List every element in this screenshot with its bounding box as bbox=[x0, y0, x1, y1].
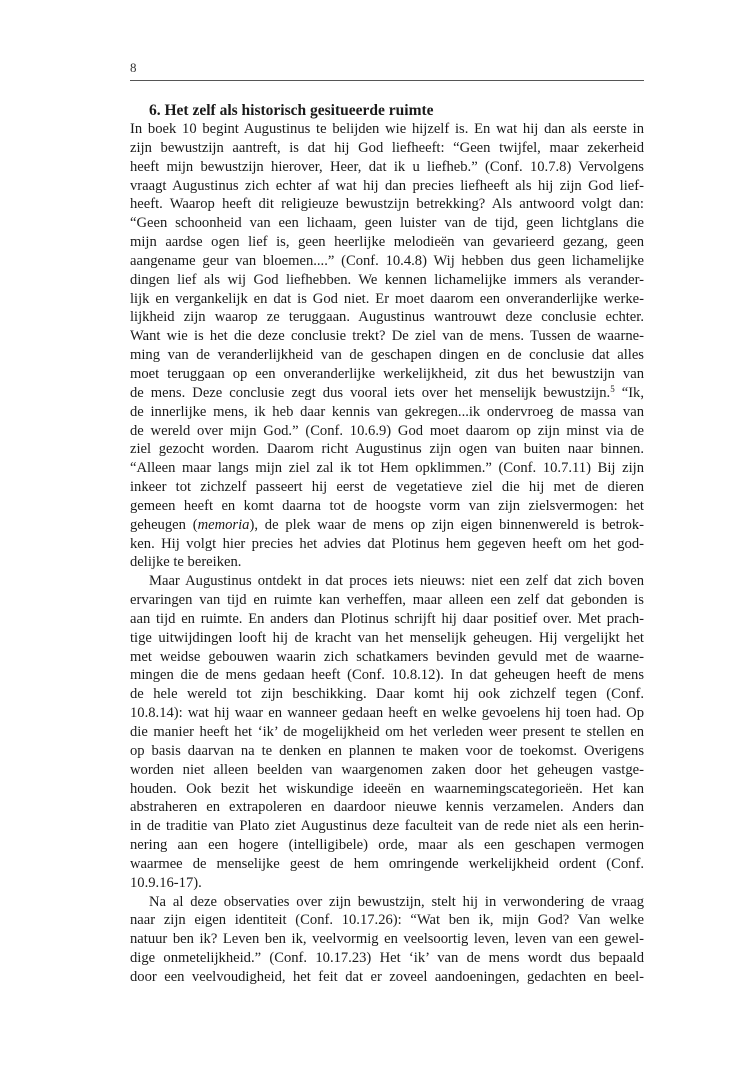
text-line: delijke te bereiken. bbox=[130, 554, 242, 571]
text-line: waarmee de menselijke geest de hem omringende werkelijkheid ordent (Conf. bbox=[130, 855, 644, 872]
text-line: Want wie is het die deze conclusie trekt? De ziel van de mens. Tussen de waarne- bbox=[130, 328, 644, 345]
text-line: worden niet alleen beelden van waargenomen zaken door het geheugen vastge- bbox=[130, 761, 644, 778]
text-line: door een veelvoudigheid, het feit dat er zoveel aandoeningen, gedachten en beel- bbox=[130, 968, 644, 985]
page-number: 8 bbox=[130, 60, 137, 75]
text-line: dige onmetelijkheid.” (Conf. 10.17.23) Het ‘ik’ van de mens wordt dus bepaald bbox=[130, 950, 644, 967]
text-segment: “Ik, bbox=[614, 384, 645, 401]
text-line: In boek 10 begint Augustinus te belijden wie hijzelf is. En wat hij dan als eerste in bbox=[130, 121, 644, 137]
text-line: natuur ben ik? Leven ben ik, veelvormig en veelsoortig leven, leven van een gewel- bbox=[130, 931, 644, 948]
text-line: die manier heeft het ‘ik’ de mogelijkheid om het verleden weer present te stellen en bbox=[130, 724, 644, 740]
text-line: “Alleen maar langs mijn ziel zal ik tot Hem opklimmen.” (Conf. 10.7.11) Bij zijn bbox=[130, 460, 644, 477]
text-line: de innerlijke mens, ik heb daar kennis van gekregen...ik ondervroeg de massa van bbox=[130, 403, 644, 420]
text-line: ziel gezocht worden. Daarom richt Augustinus zijn ogen van buiten naar binnen. bbox=[130, 441, 644, 458]
text-line: inkeer tot zichzelf passeert hij eerst de vegetatieve ziel die hij met de dieren bbox=[130, 479, 644, 496]
italic-term: memoria bbox=[197, 516, 250, 533]
text-line: ming van de veranderlijkheid van de geschapen dingen en de conclusie dat alles bbox=[130, 347, 644, 364]
text-line: de wereld over mijn God.” (Conf. 10.6.9) God moet daarom op zijn minst via de bbox=[130, 422, 644, 439]
text-segment: geheugen ( bbox=[130, 516, 198, 533]
text-segment: de mens. Deze conclusie zegt dus vooral iets over het menselijk bewustzijn. bbox=[130, 384, 611, 401]
text-line: met weidse gebouwen waarin zich schatkamers bevinden gevuld met de waarne- bbox=[130, 648, 644, 665]
text-line: naar zijn eigen identiteit (Conf. 10.17.26): “Wat ben ik, mijn God? Van welke bbox=[130, 912, 644, 929]
section-heading: 6. Het zelf als historisch gesitueerde ruimte bbox=[149, 102, 434, 119]
text-line: aan tijd en ruimte. En anders dan Plotinus schrijft hij daar positief over. Met prach- bbox=[130, 610, 644, 627]
text-segment: ), de plek waar de mens op zijn eigen binnenwereld is betrok- bbox=[249, 516, 644, 533]
text-line-with-italic bbox=[130, 516, 644, 535]
page bbox=[130, 60, 644, 987]
text-line: ken. Hij volgt hier precies het advies dat Plotinus hem gegeven heeft om het god- bbox=[130, 535, 644, 552]
text-line: tige uitwijdingen looft hij de kracht van het menselijk geheugen. Hij vergelijkt het bbox=[130, 629, 644, 646]
text-line: ervaringen van tijd en ruimte kan verheffen, maar alleen een zelf dat gebonden is bbox=[130, 592, 644, 609]
text-line: op basis daarvan na te denken en plannen te maken voor de toekomst. Overigens bbox=[130, 742, 644, 759]
paragraph-1 bbox=[130, 120, 644, 572]
text-line: abstraheren en extrapoleren en daardoor nieuwe kennis verzamelen. Anders dan bbox=[130, 799, 644, 816]
text-line: gemeen heeft en komt daarna tot de hoogste vorm van zijn zielsvermogen: het bbox=[130, 497, 644, 514]
text-line: mijn aardse ogen lief is, geen heerlijke melodieën van gevarieerd gezang, geen bbox=[130, 234, 644, 251]
footnote-reference[interactable]: 5 bbox=[610, 383, 615, 394]
text-line: de hele wereld tot zijn beschikking. Daar komt hij ook zichzelf tegen (Conf. bbox=[130, 686, 644, 703]
text-line: aangename geur van bloemen....” (Conf. 10.4.8) Wij hebben dus geen lichamelijke bbox=[130, 252, 644, 269]
text-line: Maar Augustinus ontdekt in dat proces iets nieuws: niet een zelf dat zich boven bbox=[149, 573, 644, 590]
text-line: in de traditie van Plato ziet Augustinus deze faculteit van de rede niet als een herin- bbox=[130, 818, 644, 835]
text-line: moet teruggaan op een onveranderlijke werkelijkheid, zit dus het bewustzijn van bbox=[130, 365, 644, 382]
text-line: houden. Ook bezit het wiskundige ideeën en waarnemingscategorieën. Het kan bbox=[130, 780, 644, 797]
text-line: zijn bewustzijn aantreft, is dat hij God liefheeft: “Geen twijfel, maar zekerheid bbox=[130, 139, 644, 156]
text-line-with-footnote bbox=[130, 384, 644, 403]
paragraph-2 bbox=[130, 572, 644, 892]
text-line: 10.9.16-17). bbox=[130, 874, 202, 891]
text-line: nering aan een hogere (intelligibele) orde, maar als een geschapen vermogen bbox=[130, 837, 644, 854]
text-line: “Geen schoonheid van een lichaam, geen luister van de tijd, geen lichtglans die bbox=[130, 215, 644, 232]
text-line: heeft. Waarop heeft dit religieuze bewustzijn betrekking? Als antwoord volgt dan: bbox=[130, 196, 644, 213]
paragraph-3 bbox=[130, 893, 644, 987]
text-line: mingen die de mens gedaan heeft (Conf. 10.8.12). In dat geheugen heeft de mens bbox=[130, 667, 644, 684]
text-line: dingen lief als wij God liefhebben. We kennen lichamelijke immers als verander- bbox=[130, 271, 644, 288]
text-line: lijk en vergankelijk en dat is God niet. Er moet daarom een onveranderlijke werke- bbox=[130, 290, 644, 307]
text-line: Na al deze observaties over zijn bewustzijn, stelt hij in verwondering de vraag bbox=[149, 893, 644, 910]
text-line: lijkheid zijn waarop ze teruggaan. Augustinus wantrouwt deze conclusie echter. bbox=[130, 309, 644, 326]
text-line: vraagt Augustinus zich echter af wat hij dan precies liefheeft als hij zijn God lief- bbox=[130, 177, 644, 194]
header-rule bbox=[130, 80, 644, 81]
text-line: heeft mijn bewustzijn hierover, Heer, dat ik u liefheb.” (Conf. 10.7.8) Vervolgens bbox=[130, 158, 644, 175]
text-line: 10.8.14): wat hij waar en wanneer gedaan heeft en welke gevoelens hij toen had. Op bbox=[130, 705, 644, 722]
